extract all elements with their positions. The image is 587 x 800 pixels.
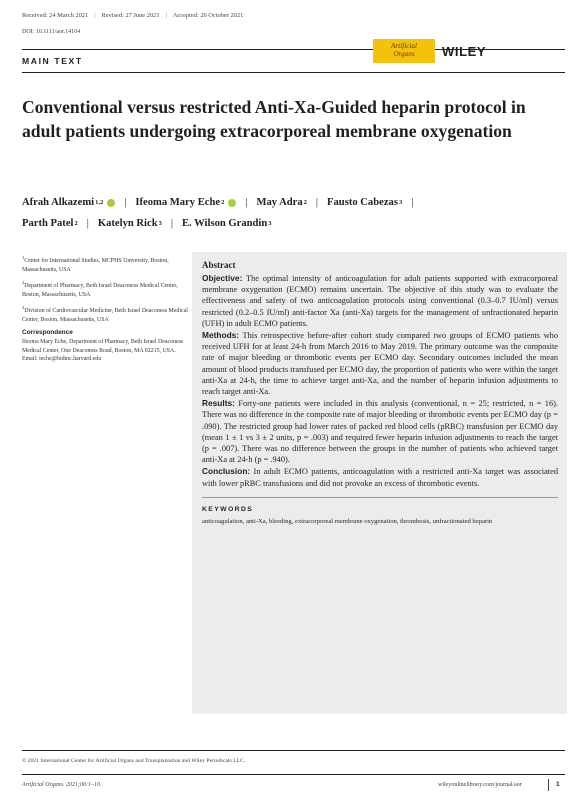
author-name[interactable]: Fausto Cabezas <box>327 197 398 208</box>
affiliation-number: 3 <box>22 305 25 311</box>
author-affil-sup: 3 <box>268 220 272 227</box>
author-row <box>22 213 567 234</box>
author-affil-sup: 2 <box>221 199 225 206</box>
affiliation-text: Department of Pharmacy, Beth Israel Deaconess Medical Center, Boston, Massachusetts, USA <box>22 283 178 298</box>
received-date: Received: 24 March 2021 <box>22 12 89 19</box>
author-affil-sup: 2 <box>74 220 78 227</box>
date-separator: | <box>94 12 96 19</box>
conclusion-text: In adult ECMO patients, anticoagulation with a restricted anti-Xa target was associated with lower pRBC transfusions and did not provoke an excess of thrombotic events. <box>202 467 558 488</box>
keywords-heading: KEYWORDS <box>202 505 254 513</box>
affiliation-item <box>22 254 190 274</box>
copyright-notice: © 2021 International Center for Artificial Organs and Transplantation and Wiley Periodicals LLC. <box>22 758 246 764</box>
header-rule-bottom <box>22 72 565 73</box>
affiliation-number: 1 <box>22 255 25 260</box>
author-affil-sup: 3 <box>158 220 162 227</box>
affiliation-text: Division of Cardiovascular Medicine, Beth Israel Deaconess Medical Center, Boston, Massachusetts, USA <box>22 308 188 323</box>
results-label: Results: <box>202 398 235 409</box>
abstract-heading: Abstract <box>202 260 236 270</box>
affiliation-text: Center for International Studies, MCPHS University, Boston, Massachusetts, USA <box>22 257 169 273</box>
journal-url[interactable]: wileyonlinelibrary.com/journal/aor <box>438 782 522 788</box>
author-affil-sup: 1,2 <box>95 199 104 206</box>
correspondence-email[interactable]: Email: ieche@bidmc.harvard.edu <box>22 356 102 363</box>
affiliation-item <box>22 279 190 299</box>
author-separator: | <box>86 218 89 229</box>
author-affil-sup: 3 <box>398 199 403 206</box>
author-name[interactable]: Parth Patel <box>22 218 74 229</box>
methods-text: This retrospective before-after cohort study compared two groups of ECMO patients who received UFH for at least 24-h from March 2016 to May 2019. The primary outcome was the composite rate of major bleeding or thrombotic events per ECMO day. Secondary outcomes included the mean amount of blood products transfused per ECMO day, the proportion of patients who were within the target anti-Xa at 24-h, the time to achieve target anti-Xa, and the number of heparin infusion adjustments to reach target anti-Xa. <box>202 331 558 397</box>
objective-label: Objective: <box>202 273 243 283</box>
author-list <box>22 192 567 234</box>
author-separator: | <box>411 197 414 208</box>
article-dates <box>22 12 243 19</box>
article-title: Conventional versus restricted Anti-Xa-Guided heparin protocol in adult patients undergoing extracorporeal membrane oxygenation <box>22 97 526 141</box>
abstract-conclusion <box>202 466 558 488</box>
keywords-divider <box>202 497 558 498</box>
affiliations-column <box>22 254 190 364</box>
keywords-text: anticoagulation, anti-Xa, bleeding, extracorporeal membrane oxygenation, thrombosis, unfractionated heparin <box>202 517 493 525</box>
abstract-objective <box>202 273 558 329</box>
author-name[interactable]: Ifeoma Mary Eche <box>135 197 221 208</box>
author-row <box>22 192 567 213</box>
footer-rule-top <box>22 750 565 751</box>
publisher-logo[interactable]: WILEY <box>442 44 487 59</box>
author-name[interactable]: Katelyn Rick <box>97 218 158 229</box>
affiliation-item <box>22 304 190 324</box>
journal-citation: Artificial Organs. 2021;00:1–10. <box>22 782 102 788</box>
accepted-date: Accepted: 20 October 2021 <box>172 12 244 19</box>
page-number: 1 <box>556 781 560 788</box>
affiliation-number: 2 <box>22 280 25 286</box>
author-separator: | <box>315 197 319 208</box>
results-text: Forty-one patients were included in this analysis (conventional, n = 25; restricted, n = 16). There was no difference in the composite rate of major bleeding or thrombotic events per ECMO day (p = .090). The restricted group had lower rates of packed red blood cells (pRBC) transfusion per ECMO day (mean 1 ± 1 vs 3 ± 2 units, p = .003) and required fewer heparin infusion adjustments to reach the target (p = .007). There was no difference between the groups in the number of patients who achieved target anti-Xa at 24-h (p = .940). <box>202 399 558 465</box>
orcid-icon[interactable] <box>228 199 236 207</box>
revised-date: Revised: 27 June 2021 <box>101 12 160 19</box>
section-label: MAIN TEXT <box>22 56 83 66</box>
author-name[interactable]: E. Wilson Grandin <box>181 218 268 229</box>
correspondence-text: Ifeoma Mary Eche, Department of Pharmacy, Beth Israel Deaconess Medical Center, One Deaconess Road, Boston, MA 02215, USA. <box>22 339 184 354</box>
date-separator: | <box>165 12 167 19</box>
author-name[interactable]: May Adra <box>256 197 303 208</box>
abstract-box <box>192 252 567 714</box>
author-affil-sup: 2 <box>303 199 307 206</box>
objective-text: The optimal intensity of anticoagulation for adult patients supported with extracorporeal membrane oxygenation (ECMO) remains uncertain. The objective of this study was to evaluate the effectiveness and safety of two anticoagulation protocols using conventional (0.3–0.7 IU/ml) versus restricted (0.2–0.5 IU/ml) anti-factor Xa (anti-Xa) targets for the management of unfractionated heparin (UFH) in adult ECMO patients. <box>202 274 558 328</box>
journal-logo-line2: Organs <box>393 50 415 58</box>
correspondence-heading: Correspondence <box>22 329 73 337</box>
journal-logo-line1: Artificial <box>391 42 417 51</box>
abstract-results <box>202 398 558 465</box>
author-name[interactable]: Afrah Alkazemi <box>22 197 95 208</box>
doi-link[interactable]: DOI: 10.1111/aor.14104 <box>22 29 81 35</box>
footer-separator <box>548 779 549 791</box>
author-separator: | <box>124 197 127 208</box>
orcid-icon[interactable] <box>107 199 115 207</box>
author-separator: | <box>170 218 173 229</box>
conclusion-label: Conclusion: <box>202 466 251 477</box>
abstract-methods <box>202 330 558 397</box>
footer-rule-bottom <box>22 774 565 775</box>
methods-label: Methods: <box>202 330 240 341</box>
author-separator: | <box>245 197 248 208</box>
journal-logo[interactable] <box>373 39 435 63</box>
